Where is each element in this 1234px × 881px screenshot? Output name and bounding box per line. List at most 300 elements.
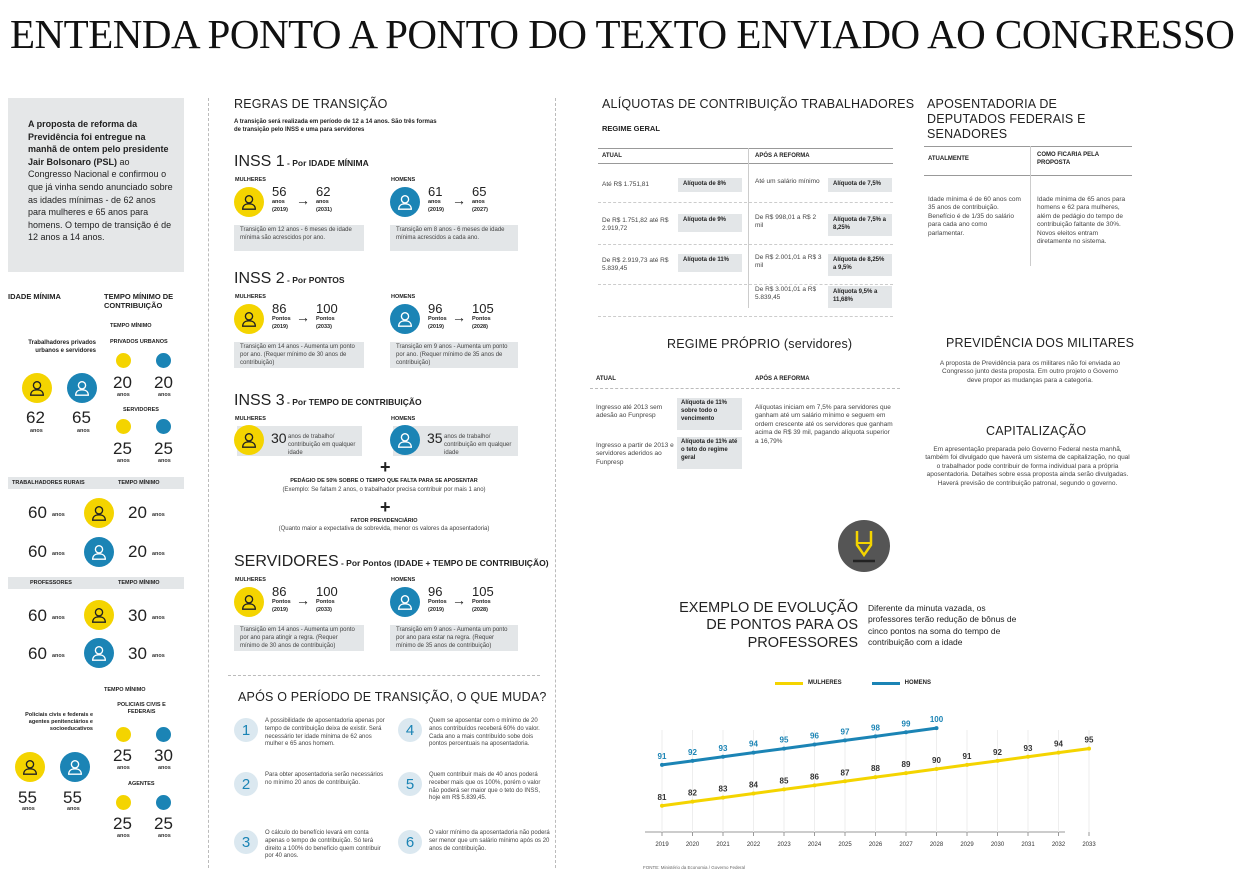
rule (1030, 146, 1031, 266)
regime-geral: REGIME GERAL (602, 124, 660, 133)
step-text: O cálculo do benefício levará em conta apenas o tempo de contribuição. Só terá direito a 100% do benefício quem contribuir por 40 anos. (265, 830, 381, 860)
divider (555, 98, 556, 868)
serv-m2: 105 (472, 584, 494, 599)
x-tick-label: 2020 (685, 842, 700, 848)
inss3-title (234, 392, 422, 410)
inss1-w2s: anos (316, 199, 329, 205)
aliq-apos-rate: Alíquota de 7,5% a 8,25% (828, 214, 892, 236)
anos-label: anos (158, 458, 171, 464)
inss1-m-note: Transição em 8 anos - 6 meses de idade mínima acrescidos a cada ano. (390, 225, 518, 251)
x-tick-label: 2023 (777, 842, 791, 848)
inss2-m2y: (2028) (472, 324, 488, 330)
dep-title: APOSENTADORIA DE DEPUTADOS FEDERAIS E SENADORES (927, 97, 1086, 141)
homens-label: HOMENS (391, 177, 416, 183)
ag-m: 25 (154, 814, 173, 833)
serv-m-note: Transição em 9 anos - Aumenta um ponto por ano para estar na regra. (Requer mínimo de 35 anos de contribuição) (390, 625, 518, 651)
aliq-apos-range: De R$ 998,01 a R$ 2 mil (755, 214, 817, 230)
pedagio-sub: (Exemplo: Se faltam 2 anos, o trabalhador precisa contribuir por mais 1 ano) (282, 487, 486, 493)
inss2-w2s: Pontos (316, 316, 335, 322)
plus-icon: + (380, 497, 391, 517)
anos-label: anos (158, 765, 171, 771)
pol-cw: 25 (113, 746, 132, 765)
anos-label: anos (117, 833, 130, 839)
prof-m-t: 30 (128, 644, 147, 663)
x-tick-label: 2031 (1021, 842, 1035, 848)
woman-icon (234, 304, 264, 334)
x-tick-label: 2033 (1082, 842, 1096, 848)
woman-icon (116, 353, 131, 368)
data-label: 100 (929, 715, 944, 725)
inss1-w2: 62 (316, 184, 331, 199)
legend-label: HOMENS (904, 680, 932, 686)
rule (924, 146, 1132, 147)
dep-c2: Idade mínima de 65 anos para homens e 62 para mulheres, além de pedágio do tempo de contribuição faltante de 30%. Novos eleitos entram diretamente no sistema. (1037, 196, 1126, 246)
aliq-atual: ATUAL (602, 153, 622, 159)
inss2-w1s: Pontos (272, 316, 291, 322)
cap-title: CAPITALIZAÇÃO (986, 424, 1087, 438)
woman-icon (234, 425, 264, 455)
serv-women: 25 (113, 439, 132, 458)
proprio-r1: Ingresso até 2013 sem adesão ao Funpresp (596, 404, 663, 420)
data-label: 81 (657, 792, 667, 802)
rur-m-t: 20 (128, 542, 147, 561)
prof-m-age: 60 (28, 644, 47, 663)
cap-text: Em apresentação preparada pelo Governo Federal nesta manhã, também foi divulgado que haverá um sistema de capitalização, no qual o trabalhador pode contribuir de forma individual para a própria aposentadoria. Detalhes sobre essa proposta ainda serão divulgadas. Haverá previsão de contribuição patronal, segundo o governo. (925, 446, 1130, 487)
legend-swatch (872, 682, 900, 685)
man-icon (156, 795, 171, 810)
inss3-s: - Por TEMPO DE CONTRIBUIÇÃO (284, 397, 422, 407)
inss1-m2y: (2027) (472, 207, 488, 213)
data-label: 92 (688, 747, 697, 757)
step-number: 2 (234, 772, 258, 796)
inss1-title (234, 153, 369, 171)
rurais-tempo: TEMPO MÍNIMO (118, 480, 160, 486)
data-label: 92 (993, 747, 1002, 757)
rur-w-age: 60 (28, 503, 47, 522)
intro-text: ao Congresso Nacional e confirmou o que já vinha sendo anunciado sobre as idades mínimas - de 62 anos para mulheres e 65 anos para homens. O tempo de transição é de 12 anos a 14 anos. (28, 156, 173, 243)
anos-label: anos (152, 615, 165, 621)
x-tick-label: 2032 (1051, 842, 1066, 848)
data-point (1057, 751, 1061, 755)
x-tick-label: 2030 (990, 842, 1005, 848)
inss2-m1s: Pontos (428, 316, 447, 322)
aliq-apos-rate: Alíquota de 8,25% a 9,5% (828, 254, 892, 276)
homens-label: HOMENS (391, 294, 416, 300)
step-number: 1 (234, 718, 258, 742)
anos-label: anos (158, 833, 171, 839)
serv-men: 25 (154, 439, 173, 458)
man-icon (390, 425, 420, 455)
woman-icon (15, 752, 45, 782)
inss1-m2: 65 (472, 184, 487, 199)
serv-w1y: (2019) (272, 607, 288, 613)
aliq-apos-rate: Alíquota de 7,5% (828, 178, 892, 192)
inss1-s: - Por IDADE MÍNIMA (284, 158, 369, 168)
arrow-icon: → (296, 309, 310, 325)
data-point (782, 787, 786, 791)
proprio-apos: APÓS A REFORMA (755, 376, 810, 382)
prof-w-age: 60 (28, 606, 47, 625)
inss1-w1s: anos (272, 199, 285, 205)
data-label: 97 (840, 727, 850, 737)
data-point (996, 759, 1000, 763)
x-tick-label: 2026 (868, 842, 883, 848)
inss2-m2: 105 (472, 301, 494, 316)
x-tick-label: 2022 (746, 842, 761, 848)
data-point (904, 730, 908, 734)
woman-icon (116, 419, 131, 434)
inss3-w: 30 (271, 430, 287, 446)
step-text: Quem contribuir mais de 40 anos poderá receber mais que os 100%, porém o valor não poderá ser maior que o teto do INSS, hoje em R$ 5.839,45. (429, 772, 541, 802)
man-icon (390, 187, 420, 217)
intro-bold: A proposta de reforma da Previdência foi entregue na manhã de ontem pelo presidente Jair Bolsonaro (PSL) (28, 119, 169, 167)
anos-label: anos (117, 458, 130, 464)
serv-m1: 96 (428, 584, 443, 599)
divider (208, 98, 209, 868)
data-label: 86 (810, 772, 819, 782)
data-point (721, 796, 725, 800)
regras-intro: A transição será realizada em período de 12 a 14 anos. São três formas de transição pelo INSS e uma para servidores (234, 119, 437, 133)
proprio-r1i: Alíquota de 11% sobre todo o vencimento (677, 398, 742, 430)
data-label: 84 (749, 780, 758, 790)
data-label: 95 (1084, 735, 1094, 745)
man-icon (60, 752, 90, 782)
trab-label: Trabalhadores privados urbanos e servidores (28, 340, 96, 354)
serv-w-note: Transição em 14 anos - Aumenta um ponto por ano para atingir a regra. (Requer mínimo de 30 anos de contribuição) (234, 625, 364, 651)
man-icon (390, 587, 420, 617)
data-label: 96 (810, 731, 819, 741)
intro-box (8, 98, 184, 272)
data-point (660, 804, 664, 808)
prof-header: PROFESSORES (30, 580, 72, 586)
inss1-t: INSS 1 (234, 153, 285, 170)
anos-label: anos (158, 392, 171, 398)
rule (924, 175, 1132, 176)
data-point (813, 783, 817, 787)
rule (598, 163, 893, 164)
data-point (874, 775, 878, 779)
servidores-label: SERVIDORES (123, 407, 159, 413)
chart-legend (775, 680, 931, 686)
arrow-icon: → (296, 592, 310, 608)
data-label: 94 (1054, 739, 1063, 749)
rurais-header: TRABALHADORES RURAIS (12, 480, 85, 486)
arrow-icon: → (452, 309, 466, 325)
dep-c1: Idade mínima é de 60 anos com 35 anos de contribuição. Benefício é de 1/35 do salário para cada ano como parlamentar. (928, 196, 1021, 237)
rule (598, 316, 893, 317)
serv-s: - Por Pontos (IDADE + TEMPO DE CONTRIBUIÇÃO) (338, 558, 549, 568)
data-label: 99 (901, 719, 911, 729)
data-label: 87 (840, 768, 850, 778)
pol-label: Policiais civis e federais e agentes penitenciários e socioeducativos (25, 712, 93, 733)
inss3-mt: anos de trabalho/ contribuição em qualquer idade (444, 434, 512, 456)
data-point (752, 792, 756, 796)
anos-label: anos (52, 615, 65, 621)
man-icon (84, 537, 114, 567)
divider (228, 675, 540, 676)
regras-title: REGRAS DE TRANSIÇÃO (234, 97, 388, 111)
man-icon (156, 727, 171, 742)
anos-label: anos (77, 428, 90, 434)
plus-icon: + (380, 457, 391, 477)
anos-label: anos (117, 392, 130, 398)
step-number: 5 (398, 772, 422, 796)
serv-t: SERVIDORES (234, 553, 339, 570)
prof-tempo: TEMPO MÍNIMO (118, 580, 160, 586)
pencil-icon (838, 520, 890, 572)
inss2-t: INSS 2 (234, 270, 285, 287)
rur-w-t: 20 (128, 503, 147, 522)
pol-w: 55 (18, 788, 37, 807)
anos-label: anos (52, 551, 65, 557)
man-icon (84, 638, 114, 668)
x-tick-label: 2027 (899, 842, 913, 848)
step-text: Quem se aposentar com o mínimo de 20 anos contribuídos receberá 60% do valor. Cada ano a mais contribuído sobe dois pontos percentuais na aposentadoria. (429, 718, 540, 748)
priv-men: 20 (154, 373, 173, 392)
woman-icon (84, 600, 114, 630)
x-tick-label: 2025 (838, 842, 852, 848)
fator-sub: (Quanto maior a expectativa de sobrevida, menor os valores da aposentadoria) (278, 526, 490, 532)
mil-text: A proposta de Previdência para os militares não foi enviada ao Congresso junto desta proposta. Em outro projeto o Governo deve propor as mudanças para a categoria. (939, 360, 1121, 384)
page-title: ENTENDA PONTO A PONTO DO TEXTO ENVIADO AO CONGRESSO (10, 11, 1234, 57)
aliq-atual-range: De R$ 1.751,82 até R$ 2.919,72 (602, 217, 669, 233)
fator: FATOR PREVIDENCIÁRIO (350, 518, 418, 524)
data-point (813, 743, 817, 747)
inss1-m1: 61 (428, 184, 443, 199)
men-age: 65 (72, 408, 91, 427)
step-text: A possibilidade de aposentadoria apenas por tempo de contribuição deixa de existir. Será necessário ter idade mínima de 62 anos mulher e 65 anos homem. (265, 718, 385, 748)
data-label: 89 (901, 760, 911, 770)
data-point (782, 747, 786, 751)
arrow-icon: → (452, 592, 466, 608)
rule (598, 284, 893, 285)
inss2-w2y: (2033) (316, 324, 332, 330)
aliq-apos: APÓS A REFORMA (755, 153, 810, 159)
man-icon (156, 353, 171, 368)
pol-tempo: TEMPO MÍNIMO (104, 687, 146, 693)
anos-label: anos (67, 806, 80, 812)
data-point (721, 755, 725, 759)
aliq-atual-rate: Alíquota de 9% (678, 214, 742, 232)
woman-icon (234, 587, 264, 617)
step-number: 3 (234, 830, 258, 854)
data-label: 95 (779, 735, 789, 745)
anos-label: anos (152, 551, 165, 557)
anos-label: anos (22, 806, 35, 812)
pol-civis: POLICIAIS CIVIS E FEDERAIS (117, 702, 166, 716)
inss1-w-note: Transição em 12 anos - 6 meses de idade mínima são acrescidos por ano. (234, 225, 364, 251)
anos-label: anos (152, 512, 165, 518)
data-point (843, 779, 847, 783)
data-point (935, 767, 939, 771)
inss1-w1y: (2019) (272, 207, 288, 213)
step-text: Para obter aposentadoria serão necessários no mínimo 20 anos de contribuição. (265, 772, 384, 786)
serv-m1s: Pontos (428, 599, 447, 605)
inss1-m1s: anos (428, 199, 441, 205)
data-point (904, 771, 908, 775)
rur-m-age: 60 (28, 542, 47, 561)
rule (598, 202, 893, 203)
data-point (965, 763, 969, 767)
rule (598, 244, 893, 245)
data-label: 98 (871, 723, 880, 733)
tempo-minimo-sub: TEMPO MÍNIMO (110, 323, 152, 329)
anos-label: anos (117, 765, 130, 771)
serv-w1s: Pontos (272, 599, 291, 605)
data-label: 91 (962, 751, 972, 761)
serv-m2s: Pontos (472, 599, 491, 605)
inss2-w-note: Transição em 14 anos - Aumenta um ponto por ano. (Requer mínimo de 30 anos de contribuição) (234, 342, 364, 368)
ag-w: 25 (113, 814, 132, 833)
legend-label: MULHERES (808, 680, 842, 686)
data-label: 91 (657, 751, 667, 761)
aliq-atual-rate: Alíquota de 11% (678, 254, 742, 272)
data-point (752, 751, 756, 755)
data-label: 93 (1023, 743, 1033, 753)
serv-w2: 100 (316, 584, 338, 599)
aliq-title: ALÍQUOTAS DE CONTRIBUIÇÃO TRABALHADORES (602, 97, 915, 111)
inss2-m-note: Transição em 9 anos - Aumenta um ponto por ano. (Requer mínimo de 35 anos de contribuição) (390, 342, 518, 368)
proprio-after: Alíquotas iniciam em 7,5% para servidores que ganham até um salário mínimo e seguem em ordem crescente até os servidores que ganham acima de R$ 39 mil, pagando alíquota superior a 16,79% (755, 404, 893, 445)
aliq-atual-range: Até R$ 1.751,81 (602, 181, 649, 188)
chart-source: FONTE: Ministério da Economia / Governo Federal (643, 865, 746, 870)
data-label: 90 (932, 756, 941, 765)
inss1-m1y: (2019) (428, 207, 444, 213)
tempo-minimo-header: TEMPO MÍNIMO DE CONTRIBUIÇÃO (104, 292, 174, 310)
data-point (935, 726, 939, 730)
inss2-m2s: Pontos (472, 316, 491, 322)
anos-label: anos (52, 653, 65, 659)
inss2-title (234, 270, 345, 288)
mulheres-label: MULHERES (235, 416, 266, 422)
woman-icon (22, 373, 52, 403)
mil-title: PREVIDÊNCIA DOS MILITARES (946, 336, 1135, 350)
inss1-w2y: (2031) (316, 207, 332, 213)
x-tick-label: 2029 (960, 842, 974, 848)
data-label: 82 (688, 788, 697, 798)
woman-icon (116, 795, 131, 810)
inss1-m2s: anos (472, 199, 485, 205)
rule (590, 388, 900, 389)
inss3-t: INSS 3 (234, 392, 285, 409)
proprio-atual: ATUAL (596, 376, 616, 382)
agentes-label: AGENTES (128, 781, 155, 787)
prof-w-t: 30 (128, 606, 147, 625)
serv-m2y: (2028) (472, 607, 488, 613)
anos-label: anos (52, 512, 65, 518)
homens-label: HOMENS (391, 577, 416, 583)
data-point (874, 734, 878, 738)
priv-women: 20 (113, 373, 132, 392)
mulheres-label: MULHERES (235, 177, 266, 183)
inss3-m: 35 (427, 430, 443, 446)
x-tick-label: 2028 (929, 842, 944, 848)
aliq-atual-rate: Alíquota de 8% (678, 178, 742, 192)
idade-minima-header: IDADE MÍNIMA (8, 292, 61, 301)
anos-label: anos (152, 653, 165, 659)
inss2-s: - Por PONTOS (284, 275, 345, 285)
data-point (691, 759, 695, 763)
data-label: 83 (718, 784, 728, 794)
man-icon (156, 419, 171, 434)
woman-icon (234, 187, 264, 217)
aliq-apos-range: Até um salário mínimo (755, 178, 820, 185)
anos-label: anos (30, 428, 43, 434)
aliq-apos-range: De R$ 2.001,01 a R$ 3 mil (755, 254, 822, 270)
legend-mulheres (775, 680, 842, 686)
inss3-wt: anos de trabalho/ contribuição em qualquer idade (288, 434, 356, 456)
man-icon (390, 304, 420, 334)
step-number: 6 (398, 830, 422, 854)
pedagio: PEDÁGIO DE 50% SOBRE O TEMPO QUE FALTA PARA SE APOSENTAR (290, 478, 478, 484)
inss2-w1y: (2019) (272, 324, 288, 330)
apos-title: APÓS O PERÍODO DE TRANSIÇÃO, O QUE MUDA? (238, 690, 547, 704)
women-age: 62 (26, 408, 45, 427)
serv-w2y: (2033) (316, 607, 332, 613)
serv-w2s: Pontos (316, 599, 335, 605)
arrow-icon: → (452, 192, 466, 208)
proprio-r2: Ingresso a partir de 2013 e servidores aderidos ao Funpresp (596, 442, 674, 466)
serv-title (234, 553, 549, 571)
legend-swatch (775, 682, 803, 685)
chart-title: EXEMPLO DE EVOLUÇÃO DE PONTOS PARA OS PROFESSORES (679, 600, 858, 651)
pol-cm: 30 (154, 746, 173, 765)
data-label: 85 (779, 776, 789, 786)
aliq-apos-range: De R$ 3.001,01 a R$ 5.839,45 (755, 286, 817, 302)
x-tick-label: 2024 (807, 842, 822, 848)
dep-h2: COMO FICARIA PELA PROPOSTA (1037, 152, 1099, 166)
data-point (1026, 755, 1030, 759)
pol-m: 55 (63, 788, 82, 807)
arrow-icon: → (296, 192, 310, 208)
data-point (660, 763, 664, 767)
inss2-w1: 86 (272, 301, 287, 316)
x-tick-label: 2021 (716, 842, 730, 848)
serv-m1y: (2019) (428, 607, 444, 613)
woman-icon (116, 727, 131, 742)
aliq-apos-rate: Alíquota 9,5% a 11,68% (828, 286, 892, 308)
homens-label: HOMENS (391, 416, 416, 422)
proprio-title: REGIME PRÓPRIO (servidores) (667, 337, 853, 351)
proprio-r2i: Alíquota de 11% até o teto do regime geral (677, 437, 742, 469)
privados-label: PRIVADOS URBANOS (110, 339, 168, 345)
data-point (691, 800, 695, 804)
data-label: 94 (749, 739, 758, 749)
man-icon (67, 373, 97, 403)
serv-w1: 86 (272, 584, 287, 599)
chart-subtitle: Diferente da minuta vazada, os professores terão redução de bônus de cinco pontos na soma do tempo de contribuição com a idade (868, 603, 1017, 648)
series-line-homens (662, 728, 937, 765)
data-label: 93 (718, 743, 728, 753)
legend-homens (872, 680, 931, 686)
mulheres-label: MULHERES (235, 577, 266, 583)
data-point (843, 738, 847, 742)
chart (640, 700, 1096, 860)
step-number: 4 (398, 718, 422, 742)
inss2-m1y: (2019) (428, 324, 444, 330)
mulheres-label: MULHERES (235, 294, 266, 300)
inss2-m1: 96 (428, 301, 443, 316)
x-tick-label: 2019 (655, 842, 669, 848)
data-point (1087, 747, 1091, 751)
woman-icon (84, 498, 114, 528)
aliq-atual-range: De R$ 2.919,73 até R$ 5.839,45 (602, 257, 669, 273)
data-label: 88 (871, 764, 880, 774)
inss2-w2: 100 (316, 301, 338, 316)
inss1-w1: 56 (272, 184, 287, 199)
step-text: O valor mínimo da aposentadoria não poderá ser menor que um salário mínimo após os 20 anos de contribuição. (429, 830, 550, 852)
rule (598, 148, 893, 149)
